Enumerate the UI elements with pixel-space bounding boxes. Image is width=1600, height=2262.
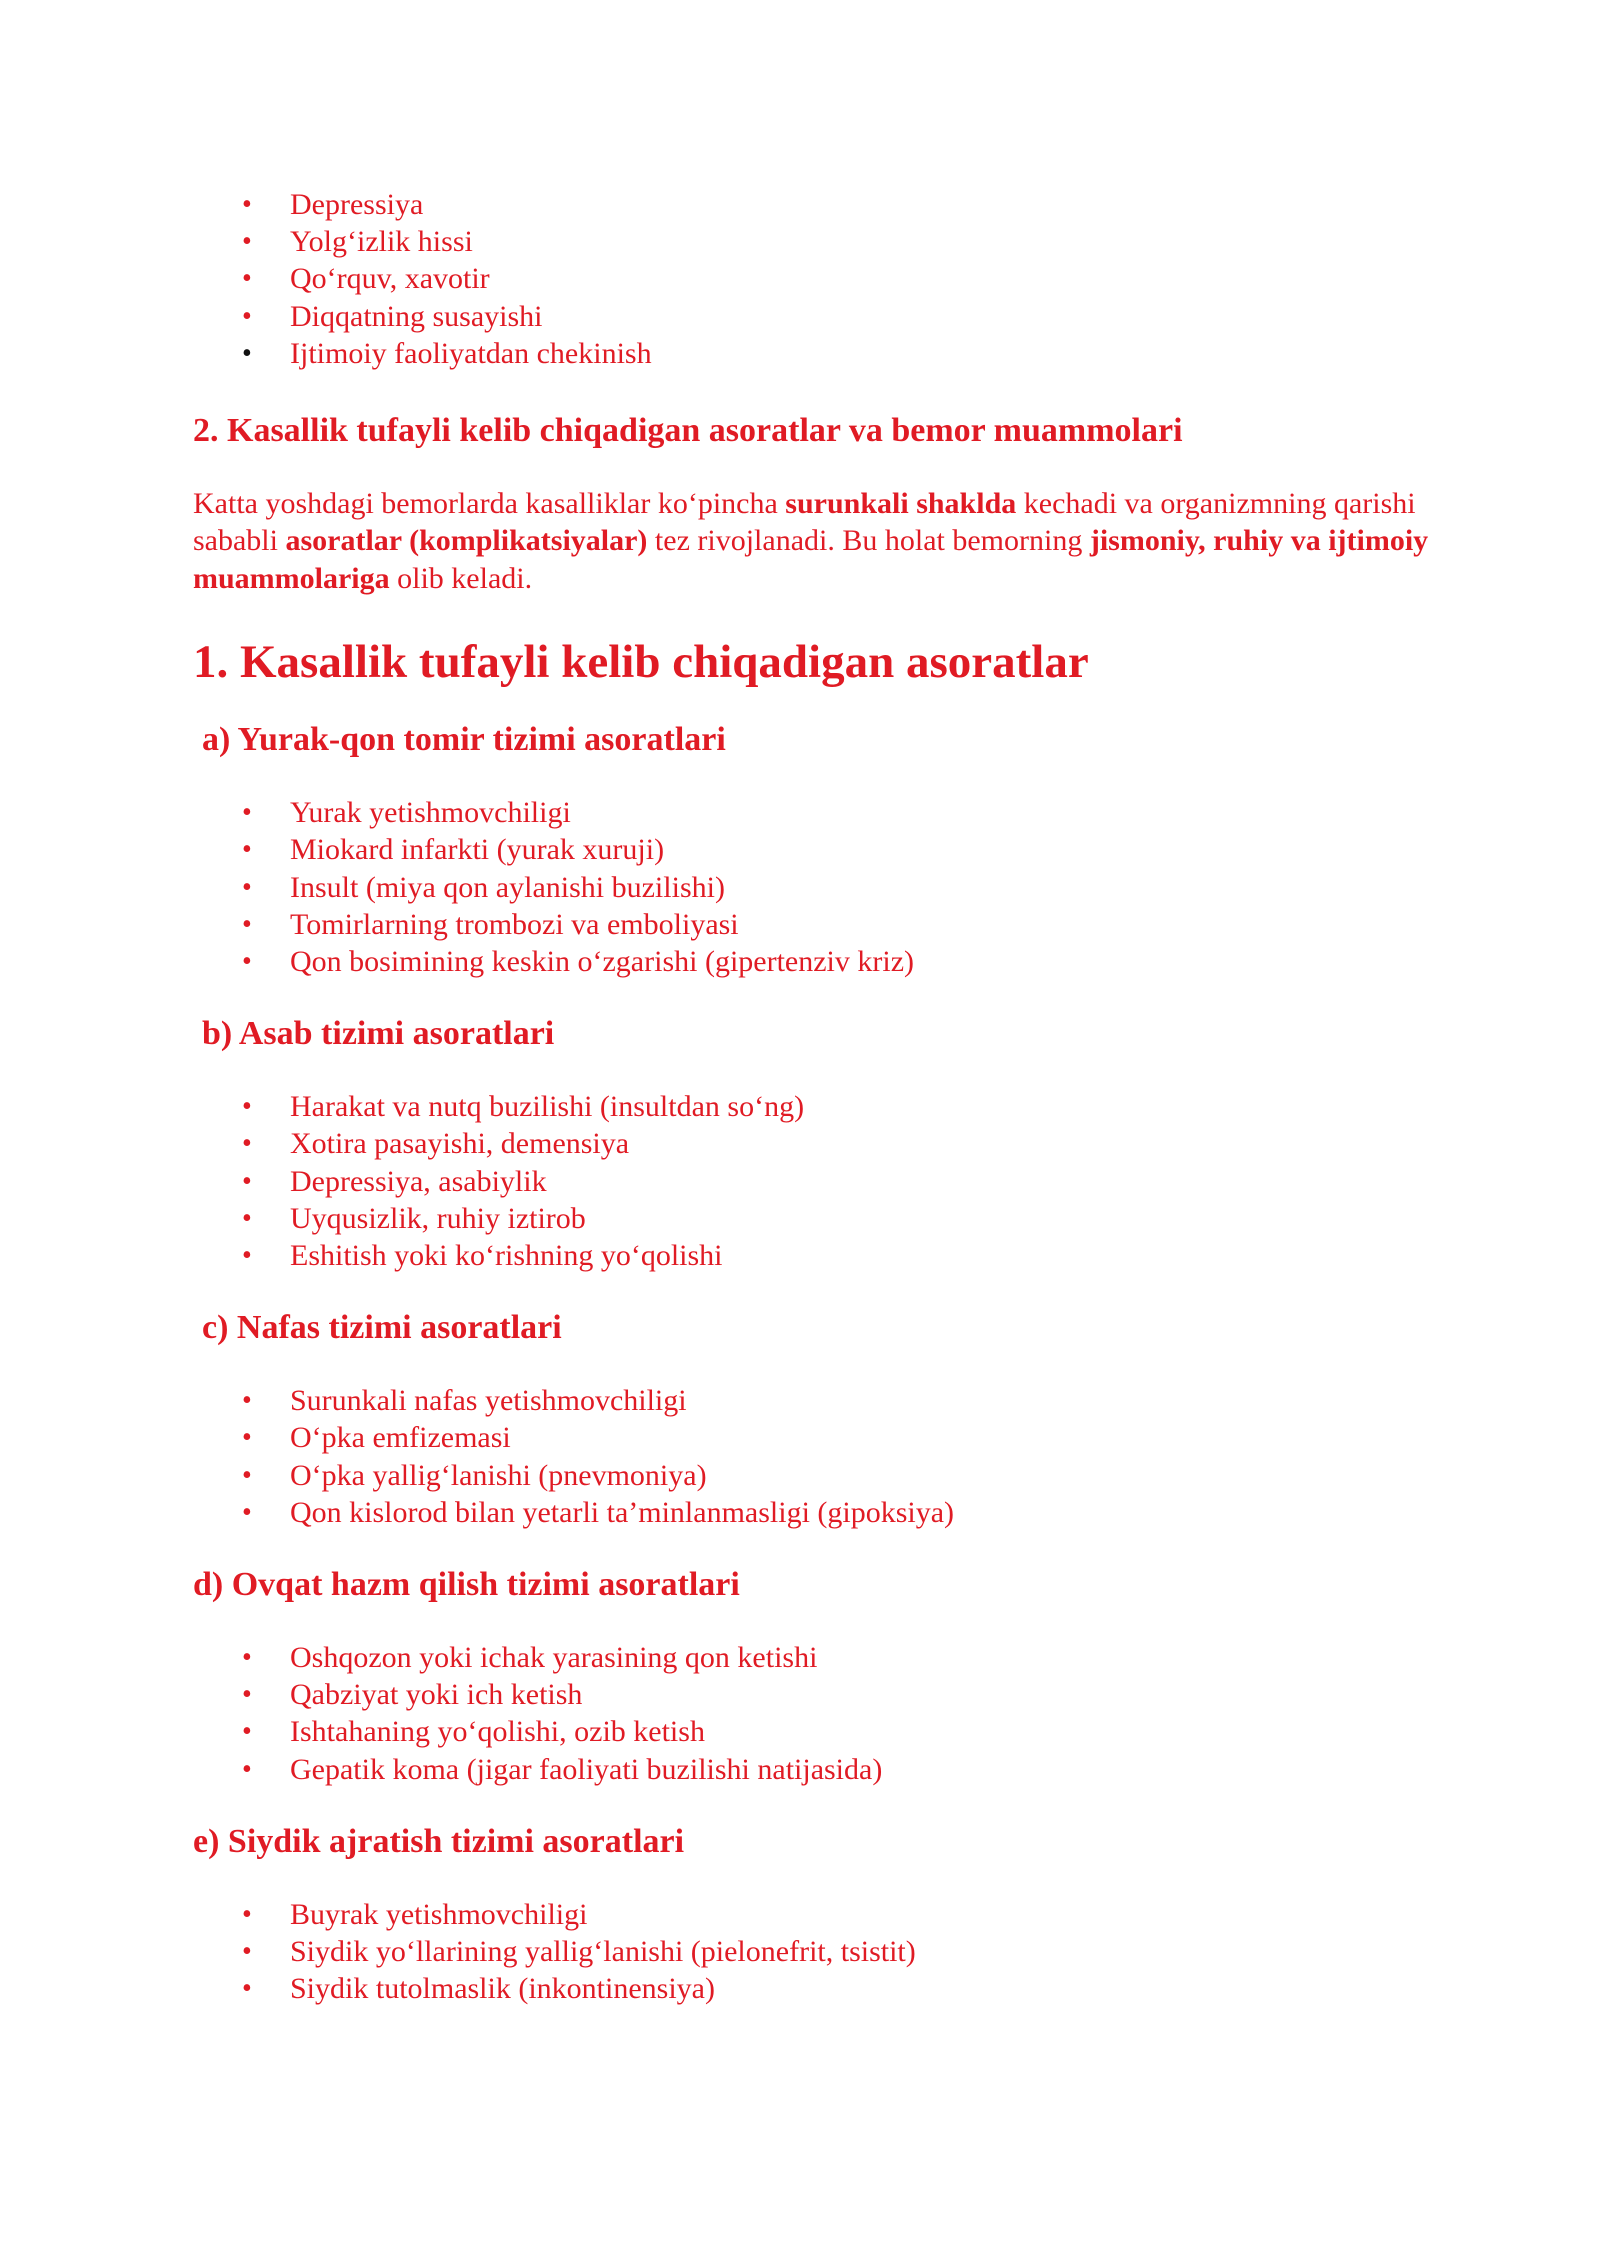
list-item: • Harakat va nutq buzilishi (insultdan so‘ng) [193,1088,1443,1125]
subsection-bullet-list [193,1088,1443,1274]
bullet-icon: • [242,189,252,220]
subsection-heading: b) Asab tizimi asoratlari [202,1015,555,1053]
list-item: • Surunkali nafas yetishmovchiligi [193,1382,1443,1419]
bullet-icon: • [242,337,252,369]
subsection-heading: d) Ovqat hazm qilish tizimi asoratlari [193,1566,740,1604]
bullet-icon: • [242,1385,252,1417]
bullet-icon: • [242,946,252,978]
list-item: • Yolg‘izlik hissi [193,223,1443,260]
bullet-icon: • [242,1422,252,1454]
bullet-icon: • [242,1165,252,1197]
list-item: • Oshqozon yoki ichak yarasining qon ketishi [193,1639,1443,1676]
list-item: • Depressiya [193,186,1443,223]
list-item: • Qon kislorod bilan yetarli ta’minlanmasligi (gipoksiya) [193,1494,1443,1531]
list-item: • Depressiya, asabiylik [193,1163,1443,1200]
list-item: • Qabziyat yoki ich ketish [193,1676,1443,1713]
list-item: • Uyqusizlik, ruhiy iztirob [193,1200,1443,1237]
list-item: • Eshitish yoki ko‘rishning yo‘qolishi [193,1237,1443,1274]
bullet-icon: • [242,263,252,295]
bullet-icon: • [242,1898,252,1930]
bullet-icon: • [242,1128,252,1160]
bullet-icon: • [242,1679,252,1711]
bullet-icon: • [242,1496,252,1528]
list-item: • Ishtahaning yo‘qolishi, ozib ketish [193,1713,1443,1750]
main-heading: 1. Kasallik tufayli kelib chiqadigan asoratlar [193,636,1089,689]
bullet-icon: • [242,1459,252,1491]
bullet-icon: • [242,834,252,866]
bullet-icon: • [242,797,252,829]
bullet-icon: • [242,1642,252,1674]
list-item: • Yurak yetishmovchiligi [193,794,1443,831]
subsection-bullet-list [193,794,1443,980]
list-item: • Qon bosimining keskin o‘zgarishi (gipertenziv kriz) [193,943,1443,980]
list-item: • O‘pka yallig‘lanishi (pnevmoniya) [193,1457,1443,1494]
bullet-icon: • [242,300,252,332]
bullet-icon: • [242,1202,252,1234]
subsection-heading: c) Nafas tizimi asoratlari [202,1309,562,1347]
intro-paragraph: Katta yoshdagi bemorlarda kasalliklar ko‘pincha surunkali shaklda kechadi va organizmning qarishi sababli asoratlar (komplikatsiyalar) tez rivojlanadi. Bu holat bemorning jismoniy, ruhiy va ijtimoiy muammolariga olib keladi. [193,487,1429,595]
intro-bullet-list [193,186,1443,372]
bullet-icon: • [242,226,252,258]
list-item: • Gepatik koma (jigar faoliyati buzilishi natijasida) [193,1751,1443,1788]
list-item: • Miokard infarkti (yurak xuruji) [193,831,1443,868]
document-page [193,186,1443,2008]
list-item: • Xotira pasayishi, demensiya [193,1125,1443,1162]
bullet-icon: • [242,908,252,940]
bullet-icon: • [242,1973,252,2005]
bullet-icon: • [242,1936,252,1968]
subsection-bullet-list [193,1896,1443,2008]
bullet-icon: • [242,1091,252,1123]
subsection-heading: e) Siydik ajratish tizimi asoratlari [193,1822,685,1860]
list-item: • Qo‘rquv, xavotir [193,260,1443,297]
subsection-bullet-list [193,1382,1443,1531]
list-item: • Tomirlarning trombozi va emboliyasi [193,906,1443,943]
list-item: • Buyrak yetishmovchiligi [193,1896,1443,1933]
list-item: • Insult (miya qon aylanishi buzilishi) [193,869,1443,906]
bullet-icon: • [242,1753,252,1785]
list-item: • Ijtimoiy faoliyatdan chekinish [193,335,1443,372]
list-item: • Siydik tutolmaslik (inkontinensiya) [193,1970,1443,2007]
list-item: • Diqqatning susayishi [193,298,1443,335]
section-heading: 2. Kasallik tufayli kelib chiqadigan asoratlar va bemor muammolari [193,412,1183,450]
subsection-heading: a) Yurak-qon tomir tizimi asoratlari [202,721,726,759]
bullet-icon: • [242,1240,252,1272]
list-item: • O‘pka emfizemasi [193,1419,1443,1456]
bullet-icon: • [242,871,252,903]
list-item: • Siydik yo‘llarining yallig‘lanishi (pielonefrit, tsistit) [193,1933,1443,1970]
subsection-bullet-list [193,1639,1443,1788]
bullet-icon: • [242,1716,252,1748]
